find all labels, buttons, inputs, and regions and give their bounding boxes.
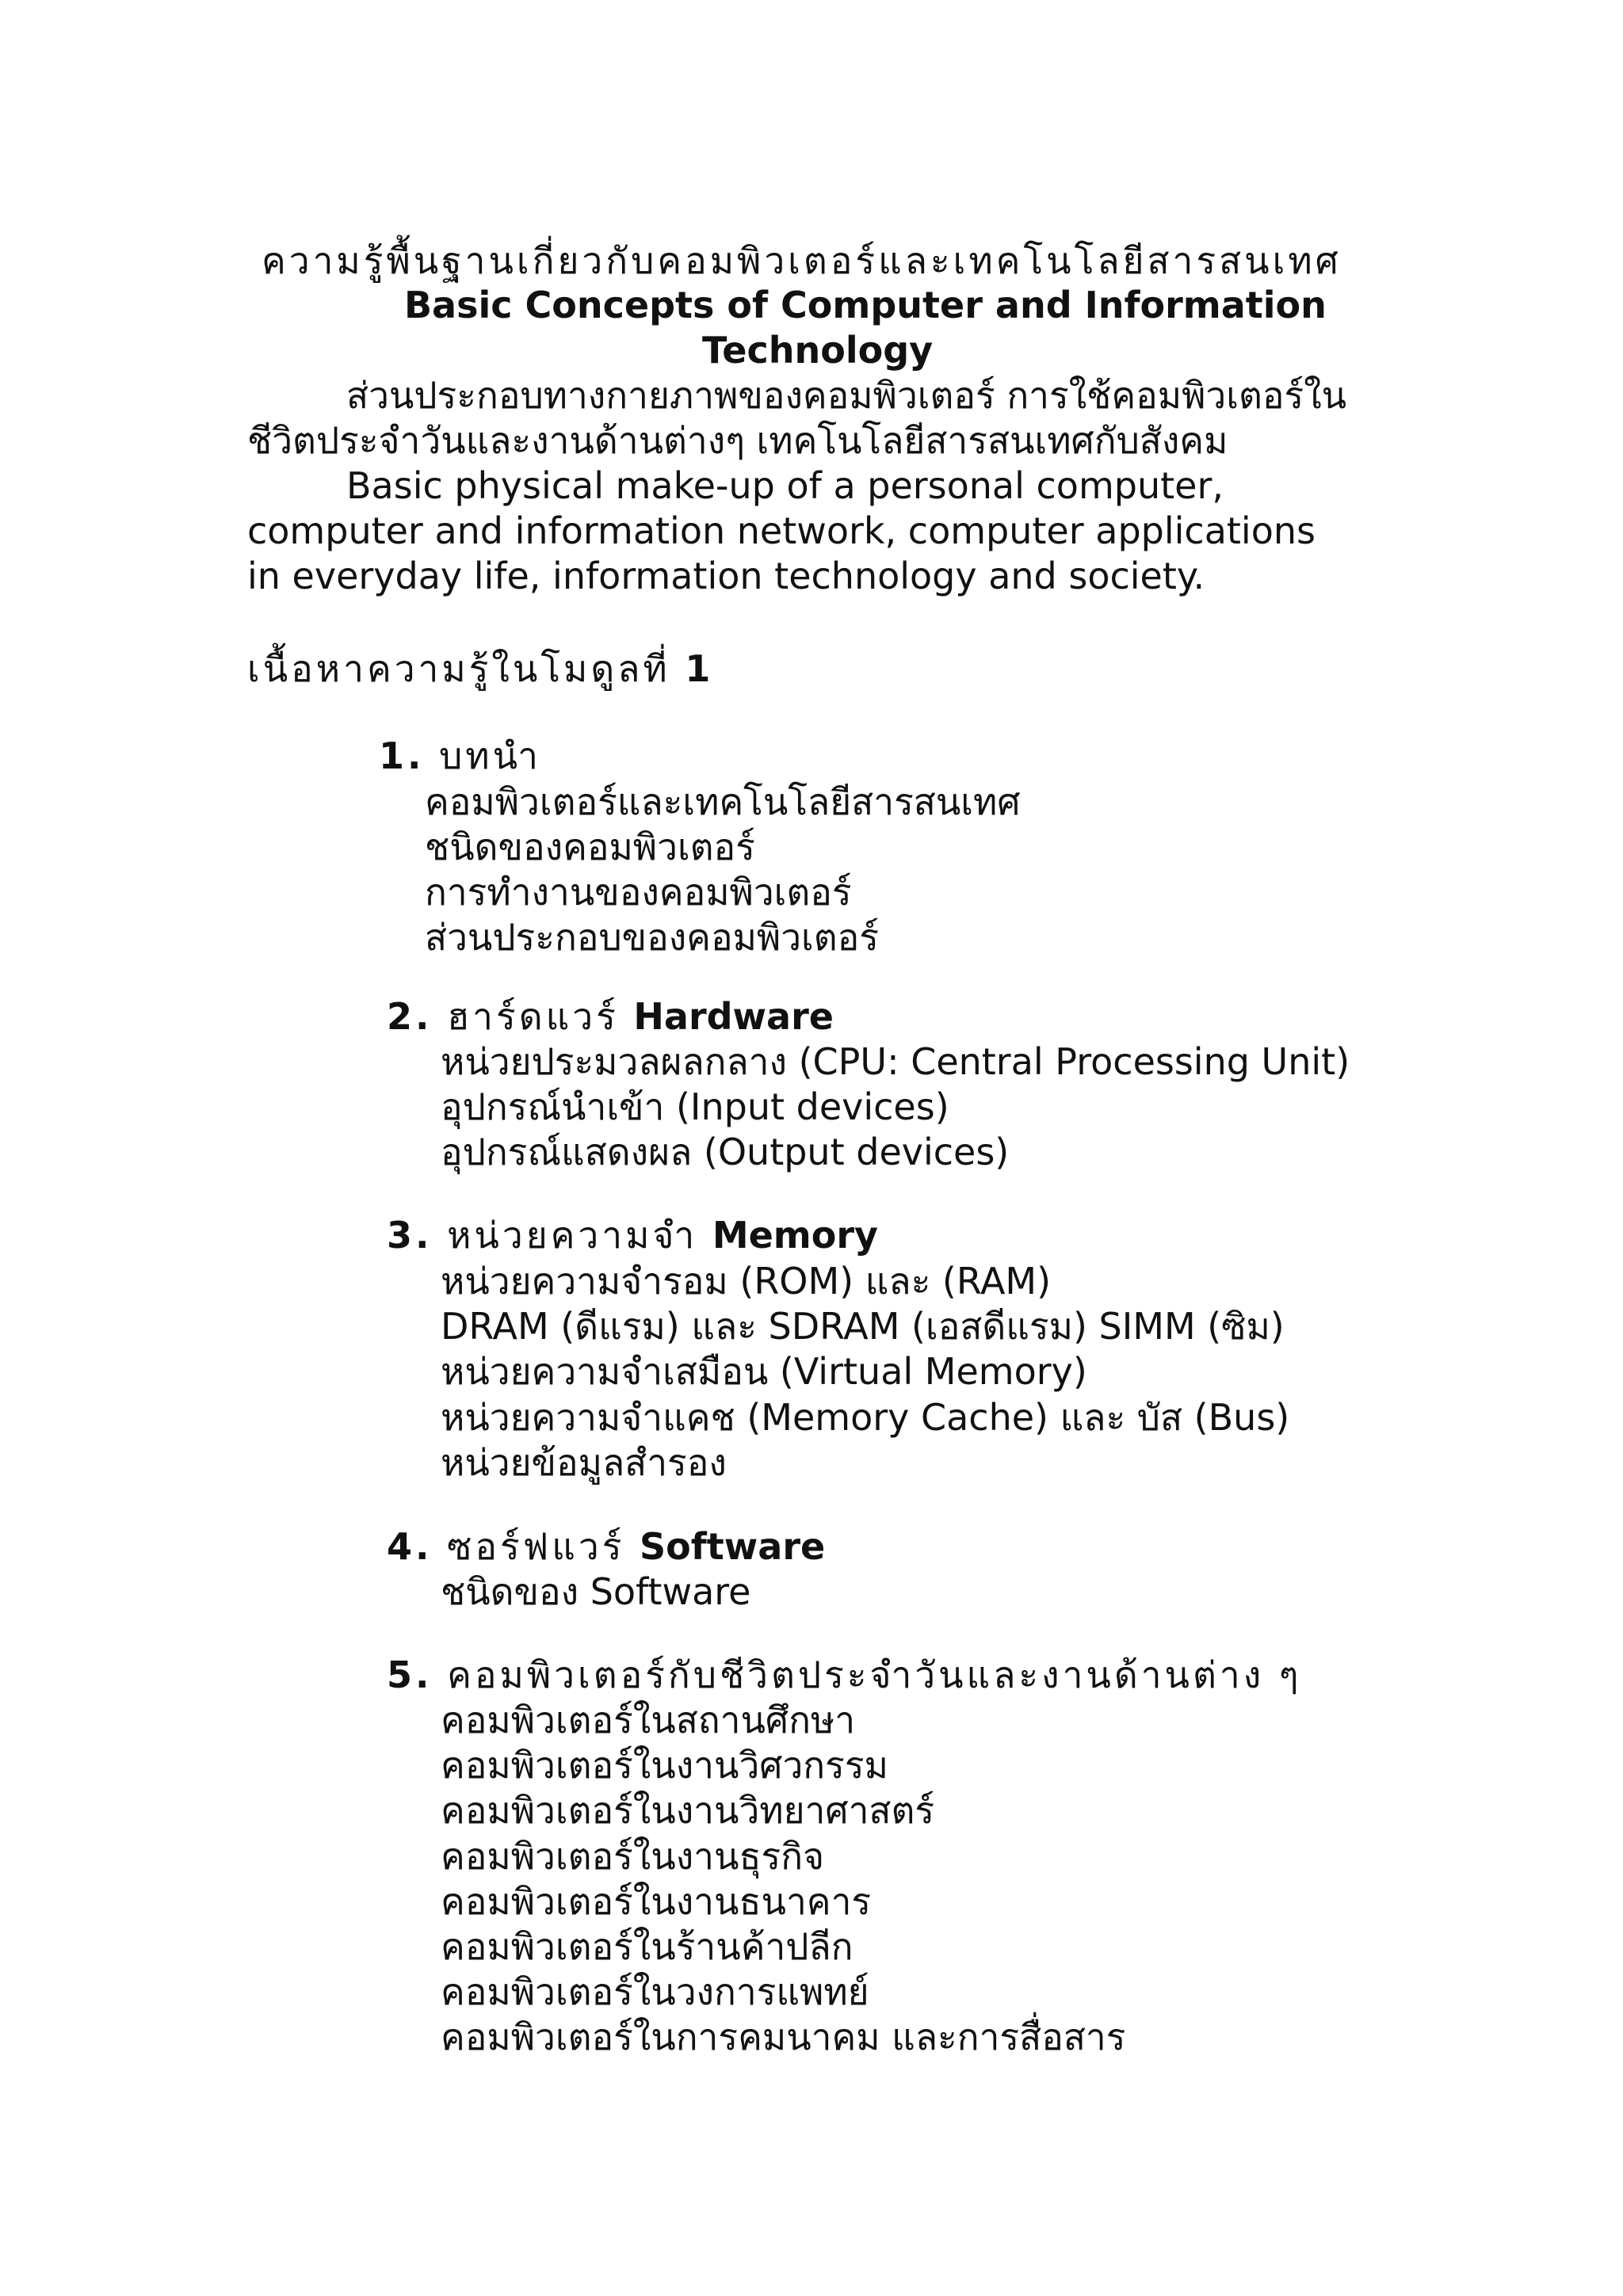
list-item: อุปกรณ์นำเข้า (Input devices) <box>441 1085 949 1128</box>
section-number: 2. <box>387 995 433 1038</box>
module-heading <box>247 646 713 692</box>
module-heading-number: 1 <box>685 647 714 690</box>
list-item: การทำงานของคอมพิวเตอร์ <box>425 871 852 913</box>
thai-title: ความรู้พื้นฐานเกี่ยวกับคอมพิวเตอร์และเทคโนโลยีสารสนเทศ <box>262 239 1342 282</box>
english-description-line-2: computer and information network, computer applications <box>247 509 1316 552</box>
list-item: ชนิดของ Software <box>441 1570 751 1613</box>
list-item: คอมพิวเตอร์ในการคมนาคม และการสื่อสาร <box>441 2016 1126 2058</box>
section-title-en: Software <box>640 1525 826 1568</box>
section-title: หน่วยความจำ <box>447 1214 698 1257</box>
section-title-en: Hardware <box>633 995 834 1038</box>
list-item: คอมพิวเตอร์ในร้านค้าปลีก <box>441 1925 854 1968</box>
list-item: หน่วยข้อมูลสำรอง <box>441 1441 727 1484</box>
section-3-heading <box>387 1212 878 1258</box>
section-number: 1. <box>379 734 425 777</box>
english-title-line-1: Basic Concepts of Computer and Information <box>404 284 1327 326</box>
list-item: คอมพิวเตอร์ในงานธนาคาร <box>441 1880 872 1923</box>
section-5-heading <box>387 1652 1301 1698</box>
list-item: หน่วยประมวลผลกลาง (CPU: Central Processing Unit) <box>441 1040 1350 1083</box>
list-item: อุปกรณ์แสดงผล (Output devices) <box>441 1131 1010 1173</box>
list-item: ส่วนประกอบของคอมพิวเตอร์ <box>425 916 879 959</box>
english-description-line-1: Basic physical make-up of a personal computer, <box>346 464 1224 507</box>
list-item: คอมพิวเตอร์ในงานวิทยาศาสตร์ <box>441 1789 935 1832</box>
list-item: คอมพิวเตอร์ในงานธุรกิจ <box>441 1835 825 1878</box>
section-title: ซอร์ฟแวร์ <box>447 1525 625 1568</box>
section-title: บทนำ <box>439 734 541 777</box>
module-heading-label: เนื้อหาความรู้ในโมดูลที่ <box>247 647 670 690</box>
section-4-heading <box>387 1524 825 1569</box>
list-item: หน่วยความจำแคช (Memory Cache) และ บัส (Bus) <box>441 1396 1290 1439</box>
section-2-heading <box>387 994 834 1039</box>
section-number: 4. <box>387 1525 433 1568</box>
english-title-line-2: Technology <box>702 329 934 372</box>
english-description-line-3: in everyday life, information technology and society. <box>247 555 1205 597</box>
thai-description-line-1: ส่วนประกอบทางกายภาพของคอมพิวเตอร์ การใช้คอมพิวเตอร์ใน <box>346 374 1347 417</box>
section-title: ฮาร์ดแวร์ <box>447 995 619 1038</box>
section-number: 5. <box>387 1653 433 1696</box>
list-item: คอมพิวเตอร์ในสถานศึกษา <box>441 1699 856 1741</box>
list-item: คอมพิวเตอร์ในวงการแพทย์ <box>441 1970 869 2013</box>
section-1-heading <box>379 733 541 779</box>
list-item: คอมพิวเตอร์และเทคโนโลยีสารสนเทศ <box>425 780 1021 823</box>
thai-description-line-2: ชีวิตประจำวันและงานด้านต่างๆ เทคโนโลยีสารสนเทศกับสังคม <box>247 419 1228 462</box>
section-title: คอมพิวเตอร์กับชีวิตประจำวันและงานด้านต่าง ๆ <box>447 1653 1302 1696</box>
section-number: 3. <box>387 1214 433 1257</box>
list-item: หน่วยความจำรอม (ROM) และ (RAM) <box>441 1260 1052 1302</box>
list-item: หน่วยความจำเสมือน (Virtual Memory) <box>441 1350 1087 1393</box>
list-item: คอมพิวเตอร์ในงานวิศวกรรม <box>441 1744 888 1787</box>
list-item: DRAM (ดีแรม) และ SDRAM (เอสดีแรม) SIMM (ซิม) <box>441 1305 1285 1348</box>
list-item: ชนิดของคอมพิวเตอร์ <box>425 826 755 868</box>
section-title-en: Memory <box>712 1214 879 1257</box>
